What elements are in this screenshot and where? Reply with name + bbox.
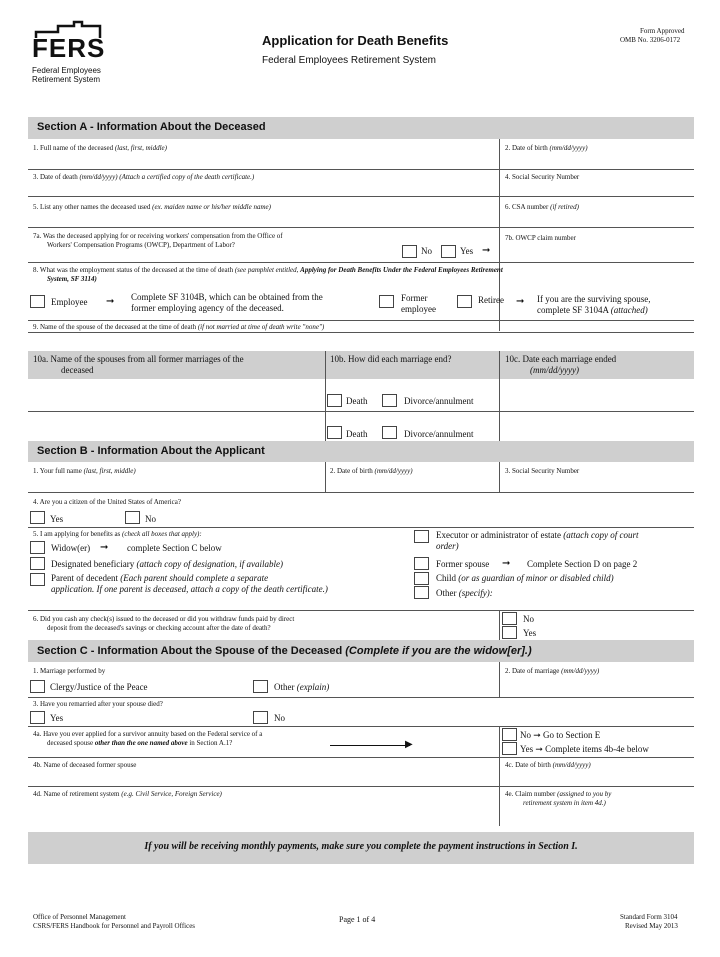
a8-former-label-1: Former	[401, 293, 428, 303]
a10b-divorce-label-2: Divorce/annulment	[404, 429, 474, 439]
b1-label: 1. Your full name (last, first, middle)	[33, 467, 136, 475]
b5-other-checkbox[interactable]	[414, 586, 429, 599]
b5-widow-label: Widow(er)	[51, 543, 91, 553]
a10b-death-label-1: Death	[346, 396, 368, 406]
a8-employee-checkbox[interactable]	[30, 295, 45, 308]
footer-form-number: Standard Form 3104	[620, 913, 678, 921]
form-title: Application for Death Benefits	[262, 33, 449, 48]
section-a-title: Section A - Information About the Deceased	[37, 121, 266, 133]
b4-no-checkbox[interactable]	[125, 511, 140, 524]
c4a-yes-label: Yes ➞ Complete items 4b-4e below	[520, 744, 649, 754]
arrow-right-icon: ➞	[106, 296, 115, 307]
a7a-no-checkbox[interactable]	[402, 245, 417, 258]
a4-label: 4. Social Security Number	[505, 173, 580, 181]
a10b-divorce-checkbox-1[interactable]	[382, 394, 397, 407]
a5-label: 5. List any other names the deceased used (ex. maiden name or his/her middle name)	[33, 203, 271, 211]
c3-label: 3. Have you remarried after your spouse died?	[33, 700, 163, 708]
a10b-divorce-label-1: Divorce/annulment	[404, 396, 474, 406]
form-approved: Form Approved	[640, 27, 685, 35]
a10c-label-2: (mm/dd/yyyy)	[530, 365, 579, 375]
b4-yes-checkbox[interactable]	[30, 511, 45, 524]
a10b-death-checkbox-1[interactable]	[327, 394, 342, 407]
a8-former-employee-checkbox[interactable]	[379, 295, 394, 308]
c4d-label: 4d. Name of retirement system (e.g. Civil Service, Foreign Service)	[33, 790, 222, 798]
logo-agency-line1: Federal Employees	[32, 66, 101, 75]
c1-clergy-label: Clergy/Justice of the Peace	[50, 682, 148, 692]
form-subtitle: Federal Employees Retirement System	[262, 55, 436, 66]
logo-text: FERS	[32, 33, 106, 63]
b5-label: 5. I am applying for benefits as (check all boxes that apply):	[33, 530, 202, 538]
a8-label-line2: System, SF 3114)	[47, 275, 97, 283]
b4-yes-label: Yes	[50, 514, 64, 524]
footer-handbook: CSRS/FERS Handbook for Personnel and Payroll Offices	[33, 922, 196, 930]
a10a-label-2: deceased	[61, 365, 94, 375]
c2-label: 2. Date of marriage (mm/dd/yyyy)	[505, 667, 600, 675]
b5-parent-label-1: Parent of decedent (Each parent should complete a separate	[51, 573, 269, 583]
a7a-label-line2: Workers' Compensation Programs (OWCP), Department of Labor?	[47, 241, 235, 249]
payment-instruction-text: If you will be receiving monthly payments, make sure you complete the payment instructions in Section I.	[144, 841, 578, 852]
b6-label-1: 6. Did you cash any check(s) issued to the deceased or did you withdraw funds paid by direct	[33, 615, 295, 623]
a7a-yes-checkbox[interactable]	[441, 245, 456, 258]
a8-employee-note-1: Complete SF 3104B, which can be obtained from the	[131, 292, 323, 302]
c1-other-label: Other (explain)	[274, 682, 330, 692]
b4-label: 4. Are you a citizen of the United States of America?	[33, 498, 181, 506]
section-c-title: Section C - Information About the Spouse of the Deceased (Complete if you are the widow[er].)	[37, 645, 532, 657]
b5-designated-checkbox[interactable]	[30, 557, 45, 570]
a8-retiree-note-2: complete SF 3104A (attached)	[537, 305, 648, 315]
b6-yes-label: Yes	[523, 628, 537, 638]
c4c-label: 4c. Date of birth (mm/dd/yyyy)	[505, 761, 591, 769]
a10a-label-1: 10a. Name of the spouses from all former marriages of the	[33, 354, 244, 364]
a10b-divorce-checkbox-2[interactable]	[382, 426, 397, 439]
c4e-label-2: retirement system in item 4d.)	[523, 799, 606, 807]
footer-page-number: Page 1 of 4	[339, 915, 376, 924]
b6-label-2: deposit from the deceased's savings or checking account after the date of death?	[47, 624, 271, 632]
b4-no-label: No	[145, 514, 156, 524]
a10b-label: 10b. How did each marriage end?	[330, 354, 452, 364]
a8-label-line1: 8. What was the employment status of the deceased at the time of death (see pamphlet entitled, Applying for Death Benefits Under the Federal Employees Retirement	[33, 266, 503, 274]
b6-no-label: No	[523, 614, 534, 624]
a8-retiree-label: Retiree	[478, 295, 504, 305]
b6-yes-checkbox[interactable]	[502, 626, 517, 639]
b5-executor-label-1: Executor or administrator of estate (attach copy of court	[436, 530, 639, 540]
b5-child-label: Child (or as guardian of minor or disabled child)	[436, 573, 614, 583]
arrow-right-icon: ▶	[405, 739, 413, 750]
c4a-no-checkbox[interactable]	[502, 728, 517, 741]
c3-no-label: No	[274, 713, 285, 723]
b5-designated-label: Designated beneficiary (attach copy of designation, if available)	[51, 559, 283, 569]
c4a-yes-checkbox[interactable]	[502, 742, 517, 755]
footer-revision: Revised May 2013	[625, 922, 678, 930]
a7a-yes-label: Yes	[460, 246, 474, 256]
a8-employee-label: Employee	[51, 297, 88, 307]
fers-logo	[30, 18, 110, 88]
a10b-death-checkbox-2[interactable]	[327, 426, 342, 439]
b5-former-spouse-note: Complete Section D on page 2	[527, 559, 638, 569]
b5-executor-label-2: order)	[436, 541, 459, 551]
b5-other-label: Other (specify):	[436, 588, 493, 598]
a6-label: 6. CSA number (if retired)	[505, 203, 579, 211]
arrow-right-icon: ➞	[516, 296, 525, 307]
c1-label: 1. Marriage performed by	[33, 667, 106, 675]
arrow-right-icon: ➞	[482, 245, 491, 256]
c3-yes-label: Yes	[50, 713, 64, 723]
b5-parent-checkbox[interactable]	[30, 573, 45, 586]
c3-yes-checkbox[interactable]	[30, 711, 45, 724]
c4b-label: 4b. Name of deceased former spouse	[33, 761, 137, 769]
c4a-label-2: deceased spouse other than the one named above in Section A.1?	[47, 739, 233, 747]
c4a-label-1: 4a. Have you ever applied for a survivor annuity based on the Federal service of a	[33, 730, 263, 738]
section-b-title: Section B - Information About the Applicant	[37, 445, 265, 457]
a7b-label: 7b. OWCP claim number	[505, 234, 576, 242]
omb-number: OMB No. 3206-0172	[620, 36, 681, 44]
b3-label: 3. Social Security Number	[505, 467, 580, 475]
a7a-label-line1: 7a. Was the deceased applying for or receiving workers' compensation from the Office of	[33, 232, 283, 240]
c4e-label-1: 4e. Claim number (assigned to you by	[505, 790, 612, 798]
a8-retiree-note-1: If you are the surviving spouse,	[537, 294, 651, 304]
a3-label: 3. Date of death (mm/dd/yyyy) (Attach a certified copy of the death certificate.)	[33, 173, 255, 181]
a8-former-label-2: employee	[401, 304, 436, 314]
b5-child-checkbox[interactable]	[414, 572, 429, 585]
a8-employee-note-2: former employing agency of the deceased.	[131, 303, 284, 313]
a7a-no-label: No	[421, 246, 432, 256]
a8-retiree-checkbox[interactable]	[457, 295, 472, 308]
footer-opm: Office of Personnel Management	[33, 913, 126, 921]
arrow-right-icon: ➞	[502, 558, 511, 569]
a10c-label-1: 10c. Date each marriage ended	[505, 354, 617, 364]
b5-widow-note: complete Section C below	[127, 543, 222, 553]
b5-widow-checkbox[interactable]	[30, 541, 45, 554]
logo-agency-line2: Retirement System	[32, 75, 101, 84]
c1-clergy-checkbox[interactable]	[30, 680, 45, 693]
a1-label: 1. Full name of the deceased (last, first, middle)	[33, 144, 167, 152]
b2-label: 2. Date of birth (mm/dd/yyyy)	[330, 467, 413, 475]
b6-no-checkbox[interactable]	[502, 612, 517, 625]
a9-label: 9. Name of the spouse of the deceased at the time of death (if not married at time of death write "none")	[33, 323, 325, 331]
c1-other-checkbox[interactable]	[253, 680, 268, 693]
b5-former-spouse-checkbox[interactable]	[414, 557, 429, 570]
c4a-arrow-line	[330, 745, 410, 746]
c3-no-checkbox[interactable]	[253, 711, 268, 724]
b5-parent-label-2: application. If one parent is deceased, attach a copy of the death certificate.)	[51, 584, 328, 594]
b5-former-spouse-label: Former spouse	[436, 559, 490, 569]
b5-executor-checkbox[interactable]	[414, 530, 429, 543]
arrow-right-icon: ➞	[100, 542, 109, 553]
a10b-death-label-2: Death	[346, 429, 368, 439]
c4a-no-label: No ➞ Go to Section E	[520, 730, 601, 740]
a2-label: 2. Date of birth (mm/dd/yyyy)	[505, 144, 588, 152]
